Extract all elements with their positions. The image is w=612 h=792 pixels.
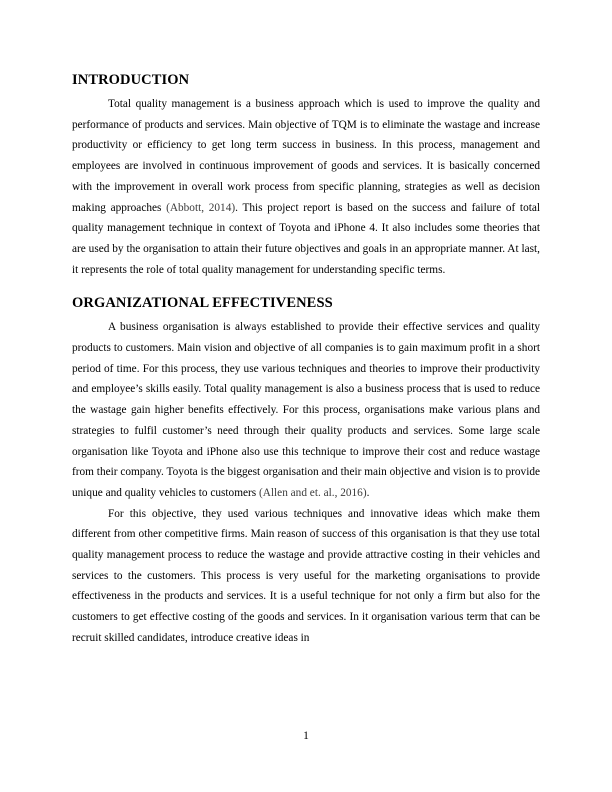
- paragraph-introduction: [72, 94, 540, 280]
- citation: (Allen and et. al., 2016): [258, 486, 367, 499]
- paragraph-text: Total quality management is a business approach which is used to improve the quality and performance of products and services. Main objective of TQM is to eliminate the wastage and increase productivity or efficiency to get long term success in business. In this process, management and employees are involved in continuous improvement of goods and services. It is basically concerned with the improvement in overall work process from specific planning, strategies as well as decision making approaches: [72, 98, 540, 214]
- document-page: [72, 70, 540, 649]
- paragraph-org-effectiveness-2: [72, 504, 540, 649]
- paragraph-text: .: [366, 486, 370, 499]
- paragraph-text: A business organisation is always established to provide their effective services and quality products to customers. Main vision and objective of all companies is to gain maximum profit in a short period of time. For this process, they use various techniques and theories to improve their productivity and employee’s skills easily. Total quality management is also a business process that is used to reduce the wastage gain higher benefits effectively. For this process, organisations make various plans and strategies to fulfil customer’s need through their quality products and services. Some large scale organisation like Toyota and iPhone also use this technique to improve their cost and reduce wastage from their company. Toyota is the biggest organisation and their main objective and vision is to provide unique and quality vehicles to customers: [72, 321, 540, 499]
- paragraph-org-effectiveness-1: [72, 317, 540, 503]
- page-number: 1: [303, 730, 309, 742]
- paragraph-text: For this objective, they used various techniques and innovative ideas which make them different from other competitive firms. Main reason of success of this organisation is that they use total quality management process to reduce the wastage and provide attractive costing in their vehicles and services to the customers. This process is very useful for the marketing organisations to provide effectiveness in the products and services. It is a useful technique for not only a firm but also for the customers to get effective costing of the goods and services. In it organisation various term that can be recruit skilled candidates, introduce creative ideas in: [72, 507, 540, 644]
- paragraph-text: . This project report is based on the success and failure of total quality management technique in context of Toyota and iPhone 4. It also includes some theories that are used by the organisation to attain their future objectives and goals in an appropriate manner. At last, it represents the role of total quality management for understanding specific terms.: [72, 201, 541, 276]
- section-heading-introduction: INTRODUCTION: [72, 72, 190, 88]
- section-heading-organizational-effectiveness: ORGANIZATIONAL EFFECTIVENESS: [72, 295, 333, 312]
- citation: (Abbott, 2014): [166, 201, 236, 214]
